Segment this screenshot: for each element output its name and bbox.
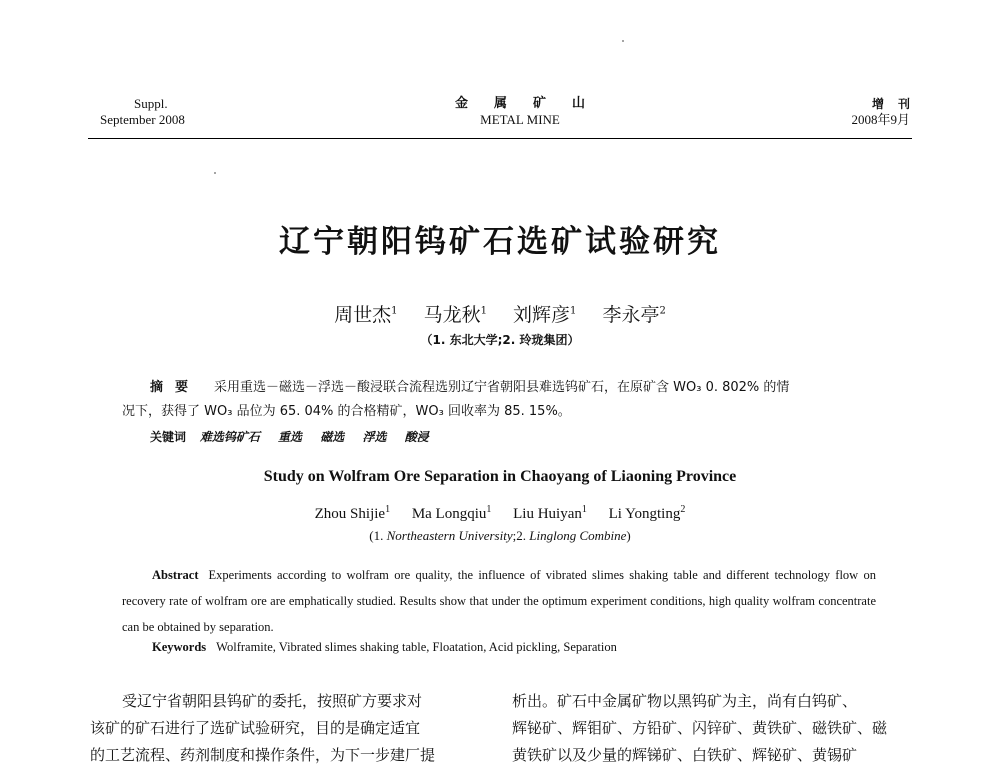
abstract-label-en: Abstract — [152, 568, 199, 582]
keyword-cn: 磁选 — [320, 430, 345, 444]
keywords-text-en: Wolframite, Vibrated slimes shaking table, Floatation, Acid pickling, Separation — [216, 640, 617, 654]
author-en: Liu Huiyan$^1$ — [513, 504, 587, 522]
affiliation-org-1: Northeastern University — [386, 528, 513, 543]
abstract-en — [122, 562, 876, 640]
journal-date-en: September 2008 — [100, 112, 185, 127]
scan-speck — [622, 40, 624, 42]
journal-suppl-cn: 增刊 — [871, 97, 924, 111]
body-column-right — [512, 688, 887, 769]
journal-suppl: Suppl. — [134, 96, 168, 111]
affiliation-en: (1. Northeastern University;2. Linglong Combine) — [369, 528, 631, 543]
abstract-text-cn-1: 采用重选－磁选－浮选－酸浸联合流程选别辽宁省朝阳县难选钨矿石，在原矿含 WO₃ 0. 802% 的情 — [214, 380, 790, 395]
author-cn: 李永亭$^2$ — [602, 304, 666, 326]
abstract-text-en: Experiments according to wolfram ore quality, the influence of vibrated slimes shaking table and different technology flow on recovery rate of wolfram ore are emphatically studied. Results show that under the optimum experiment conditions, high quality wolfram concentrate can be obtained by separation. — [122, 568, 876, 634]
header-right — [780, 96, 924, 128]
paper-title-cn: 辽宁朝阳钨矿石选矿试验研究 — [279, 224, 721, 260]
header-center — [420, 96, 620, 128]
abstract-cn — [122, 376, 882, 424]
body-column-left — [90, 688, 435, 769]
journal-date-cn: 2008年9月 — [851, 112, 910, 127]
journal-name-en: METAL MINE — [480, 112, 560, 127]
author-cn: 马龙秋$^1$ — [423, 304, 487, 326]
keywords-label-en: Keywords — [152, 640, 207, 654]
body-text-line: 的工艺流程、药剂制度和操作条件，为下一步建厂提 — [90, 746, 436, 764]
author-list-cn — [0, 300, 1000, 327]
keyword-cn: 酸浸 — [404, 430, 429, 444]
author-en: Ma Longqiu$^1$ — [411, 504, 492, 522]
keyword-cn: 重选 — [278, 430, 303, 444]
header-rule — [88, 138, 912, 139]
keywords-en — [152, 640, 617, 655]
affiliation-cn: （1. 东北大学;2. 玲珑集团） — [420, 333, 580, 347]
abstract-text-cn-2: 况下，获得了 WO₃ 品位为 65. 04% 的合格精矿，WO₃ 回收率为 85. 15%。 — [122, 404, 571, 419]
keyword-cn: 浮选 — [362, 430, 387, 444]
keyword-cn: 难选钨矿石 — [199, 430, 260, 444]
author-list-en — [0, 506, 1000, 523]
author-cn: 周世杰$^1$ — [334, 304, 398, 326]
author-en: Li Yongting$^2$ — [608, 504, 686, 522]
affiliation-org-2: Linglong Combine — [529, 528, 627, 543]
header-left — [100, 96, 185, 128]
body-text-line: 受辽宁省朝阳县钨矿的委托，按照矿方要求对 — [122, 692, 423, 710]
body-text-line: 析出。矿石中金属矿物以黑钨矿为主，尚有白钨矿、 — [512, 692, 858, 710]
body-text-line: 黄铁矿以及少量的辉锑矿、白铁矿、辉铋矿、黄锡矿 — [512, 746, 858, 764]
paper-title-en: Study on Wolfram Ore Separation in Chaoyang of Liaoning Province — [263, 468, 737, 485]
author-cn: 刘辉彦$^1$ — [513, 304, 577, 326]
author-en: Zhou Shijie$^1$ — [314, 504, 391, 522]
body-text-line: 该矿的矿石进行了选矿试验研究，目的是确定适宜 — [90, 719, 421, 737]
scan-speck — [214, 172, 216, 174]
keywords-label-cn: 关键词 — [150, 430, 187, 444]
body-text-line: 辉铋矿、辉钼矿、方铅矿、闪锌矿、黄铁矿、磁铁矿、磁 — [512, 719, 888, 737]
keywords-cn — [150, 428, 443, 445]
abstract-label-cn: 摘要 — [150, 380, 201, 395]
journal-name-cn: 金属矿山 — [454, 96, 611, 111]
